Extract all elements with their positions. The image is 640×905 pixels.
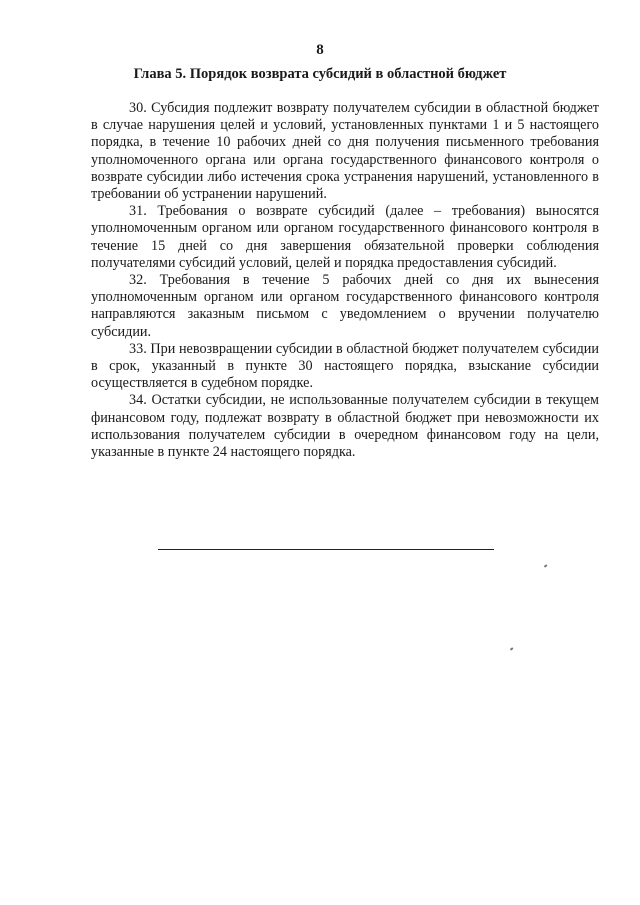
scan-speck — [544, 564, 547, 567]
paragraph-31: 31. Требования о возврате субсидий (далее – требования) выносятся уполномоченным органом или органом государственного финансового контроля в течение 15 дней со дня завершения обязательной проверки соблюдения получателями субсидий условий, целей и порядка предоставления субсидий. — [91, 203, 599, 271]
paragraph-33: 33. При невозвращении субсидии в областной бюджет получателем субсидии в срок, указанный в пункте 30 настоящего порядка, взыскание субсидии осуществляется в судебном порядке. — [91, 340, 599, 392]
page-number: 8 — [316, 42, 324, 58]
document-body — [91, 100, 599, 461]
end-of-section-rule — [158, 549, 494, 550]
paragraph-32: 32. Требования в течение 5 рабочих дней со дня их вынесения уполномоченным органом или органом государственного финансового контроля направляются заказным письмом с уведомлением о вручении получателю субсидии. — [91, 272, 599, 340]
chapter-title: Глава 5. Порядок возврата субсидий в областной бюджет — [133, 66, 507, 82]
paragraph-30: 30. Субсидия подлежит возврату получателем субсидии в областной бюджет в случае нарушения целей и условий, установленных пунктами 1 и 5 настоящего порядка, в течение 10 рабочих дней со дня получения письменного требования уполномоченного органа или органа государственного финансового контроля о возврате субсидии либо истечения срока устранения нарушений, установленного в требовании об устранении нарушений. — [91, 100, 599, 203]
paragraph-34: 34. Остатки субсидии, не использованные получателем субсидии в текущем финансовом году, подлежат возврату в областной бюджет при невозможности их использования получателем субсидии в очередном финансовом году на цели, указанные в пункте 24 настоящего порядка. — [91, 392, 599, 461]
scan-speck — [510, 647, 513, 650]
